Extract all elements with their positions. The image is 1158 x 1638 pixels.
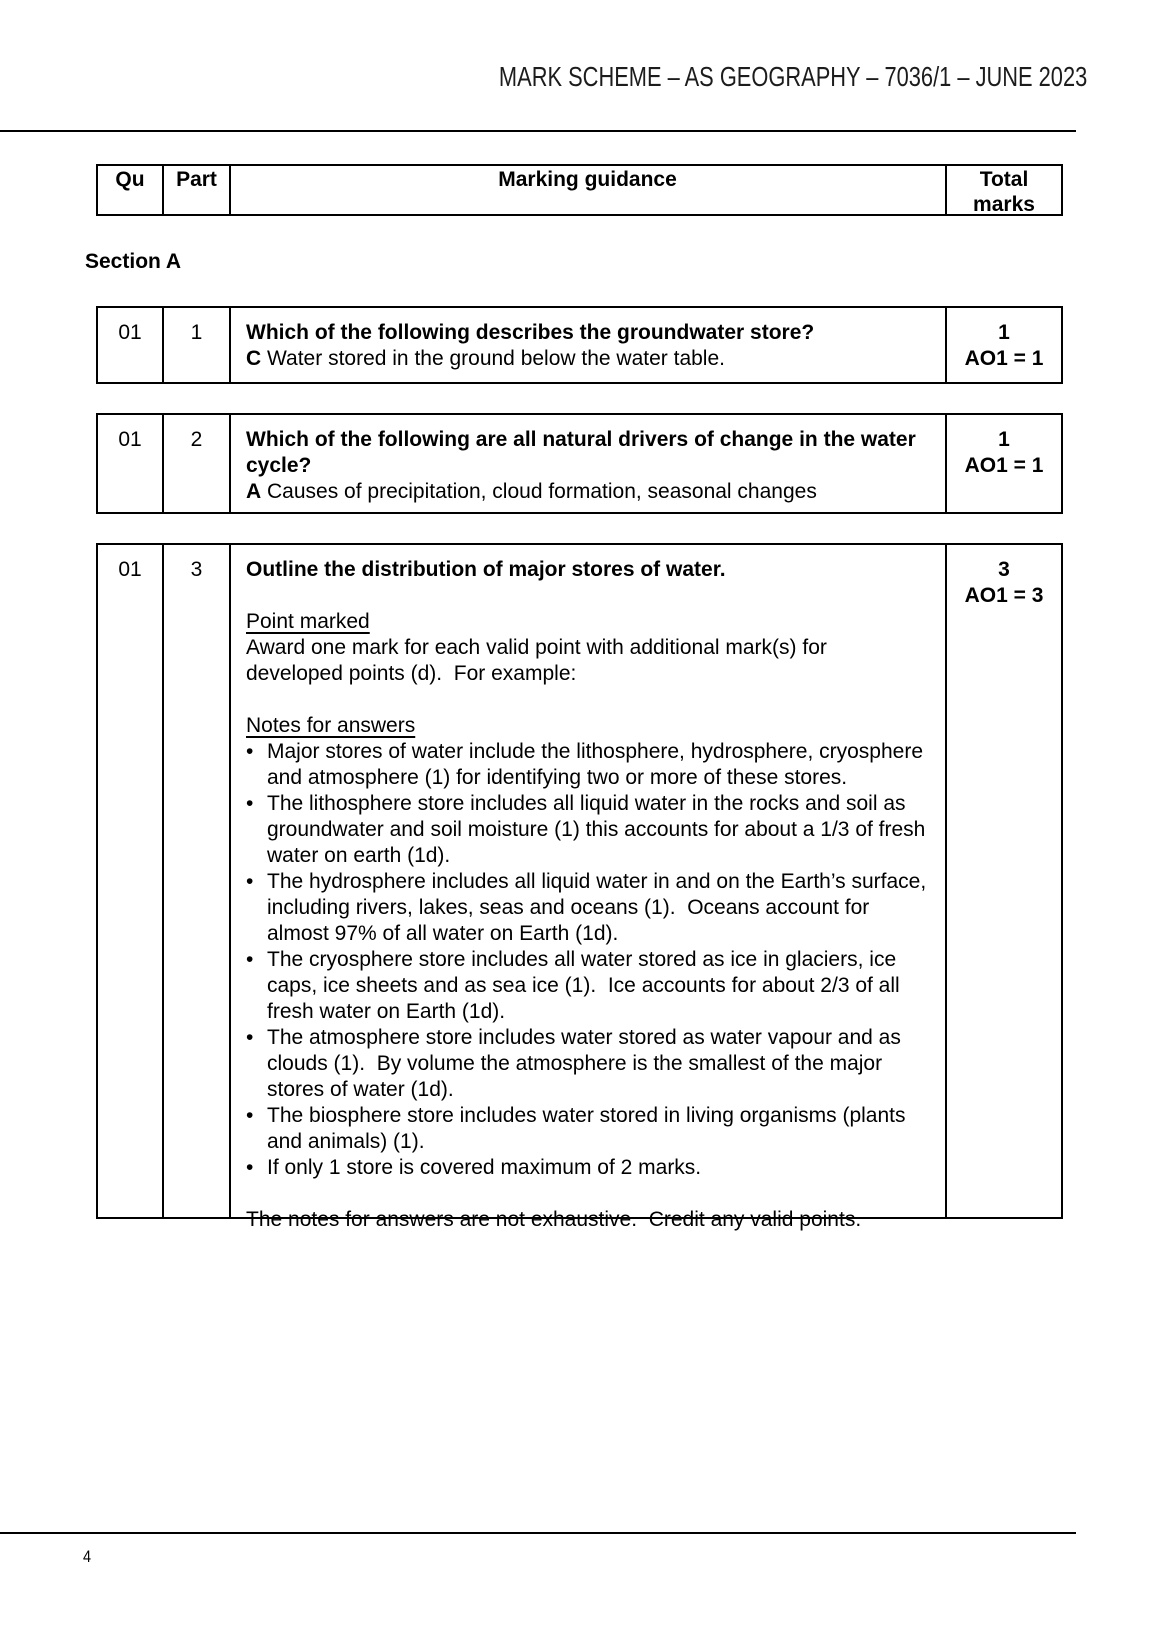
- total-marks-cell: [945, 308, 1061, 382]
- question-text: Outline the distribution of major stores of water.: [246, 558, 726, 581]
- answer-line: [246, 479, 929, 505]
- notes-bullet-list: [246, 739, 933, 1181]
- question-text: Which of the following are all natural drivers of change in the water cycle?: [246, 428, 922, 477]
- marks-value: 1: [998, 321, 1010, 344]
- column-header-guidance: Marking guidance: [229, 166, 945, 214]
- point-marked-text: Award one mark for each valid point with additional mark(s) for developed points (d). For example:: [246, 636, 833, 685]
- mark-row-01-2: [96, 413, 1063, 514]
- answer-letter: C: [246, 347, 262, 370]
- qu-number: 01: [118, 428, 142, 451]
- section-a-heading: Section A: [85, 250, 182, 273]
- answer-text: Water stored in the ground below the water table.: [261, 347, 725, 370]
- page-number: 4: [83, 1547, 92, 1566]
- marking-guidance-cell: [229, 415, 945, 512]
- document-header-title: MARK SCHEME – AS GEOGRAPHY – 7036/1 – JUNE 2023: [498, 61, 1087, 92]
- total-marks-cell: [945, 545, 1061, 1217]
- notes-heading-line: [246, 713, 929, 739]
- point-marked-heading-line: [246, 609, 929, 635]
- note-bullet: • The biosphere store includes water stored in living organisms (plants and animals) (1).: [267, 1103, 929, 1155]
- marking-guidance-cell: [229, 308, 945, 382]
- part-number: 3: [162, 545, 229, 1217]
- marking-guidance-cell: [229, 545, 945, 1231]
- qu-number: 01: [118, 558, 142, 581]
- header-divider-rule: [0, 130, 1076, 132]
- mark-row-01-1: [96, 306, 1063, 384]
- note-bullet: • If only 1 store is covered maximum of 2 marks.: [267, 1155, 929, 1181]
- total-marks-cell: [945, 415, 1061, 512]
- marks-value: 1: [998, 428, 1010, 451]
- qu-number: 01: [118, 321, 142, 344]
- answer-line: [246, 346, 929, 372]
- ao-breakdown: AO1 = 3: [964, 584, 1044, 607]
- notes-for-answers-heading: Notes for answers: [246, 714, 416, 737]
- column-header-part: Part: [162, 166, 229, 214]
- note-bullet: • The atmosphere store includes water stored as water vapour and as clouds (1). By volume the atmosphere is the smallest of the major stores of water (1d).: [267, 1025, 929, 1103]
- note-bullet: • The lithosphere store includes all liquid water in the rocks and soil as groundwater and soil moisture (1) this accounts for about a 1/3 of fresh water on earth (1d).: [267, 791, 929, 869]
- note-bullet: • The cryosphere store includes all water stored as ice in glaciers, ice caps, ice sheets and as sea ice (1). Ice accounts for about 2/3 of all fresh water on Earth (1d).: [267, 947, 929, 1025]
- part-number: 1: [162, 308, 229, 382]
- note-bullet: • The hydrosphere includes all liquid water in and on the Earth’s surface, including rivers, lakes, seas and oceans (1). Oceans account for almost 97% of all water on Earth (1d).: [267, 869, 929, 947]
- column-header-total-line2: marks: [973, 193, 1035, 216]
- mark-row-01-3: [96, 543, 1063, 1231]
- column-header-total-line1: Total: [979, 168, 1029, 191]
- marks-value: 3: [998, 558, 1010, 581]
- column-header-total-marks: [945, 166, 1061, 214]
- ao-breakdown: AO1 = 1: [964, 347, 1044, 370]
- footer-divider-rule: [0, 1532, 1076, 1534]
- answer-letter: A: [246, 480, 262, 503]
- note-bullet: • Major stores of water include the lithosphere, hydrosphere, cryosphere and atmosphere (1) for identifying two or more of these stores.: [267, 739, 929, 791]
- marking-table-header: [96, 164, 1063, 216]
- column-header-qu: Qu: [115, 168, 145, 191]
- ao-breakdown: AO1 = 1: [964, 454, 1044, 477]
- answer-text: Causes of precipitation, cloud formation, seasonal changes: [261, 480, 817, 503]
- part-number: 2: [162, 415, 229, 512]
- closing-note: The notes for answers are not exhaustive. Credit any valid points.: [246, 1208, 862, 1231]
- point-marked-heading: Point marked: [246, 610, 370, 633]
- question-text: Which of the following describes the groundwater store?: [246, 321, 815, 344]
